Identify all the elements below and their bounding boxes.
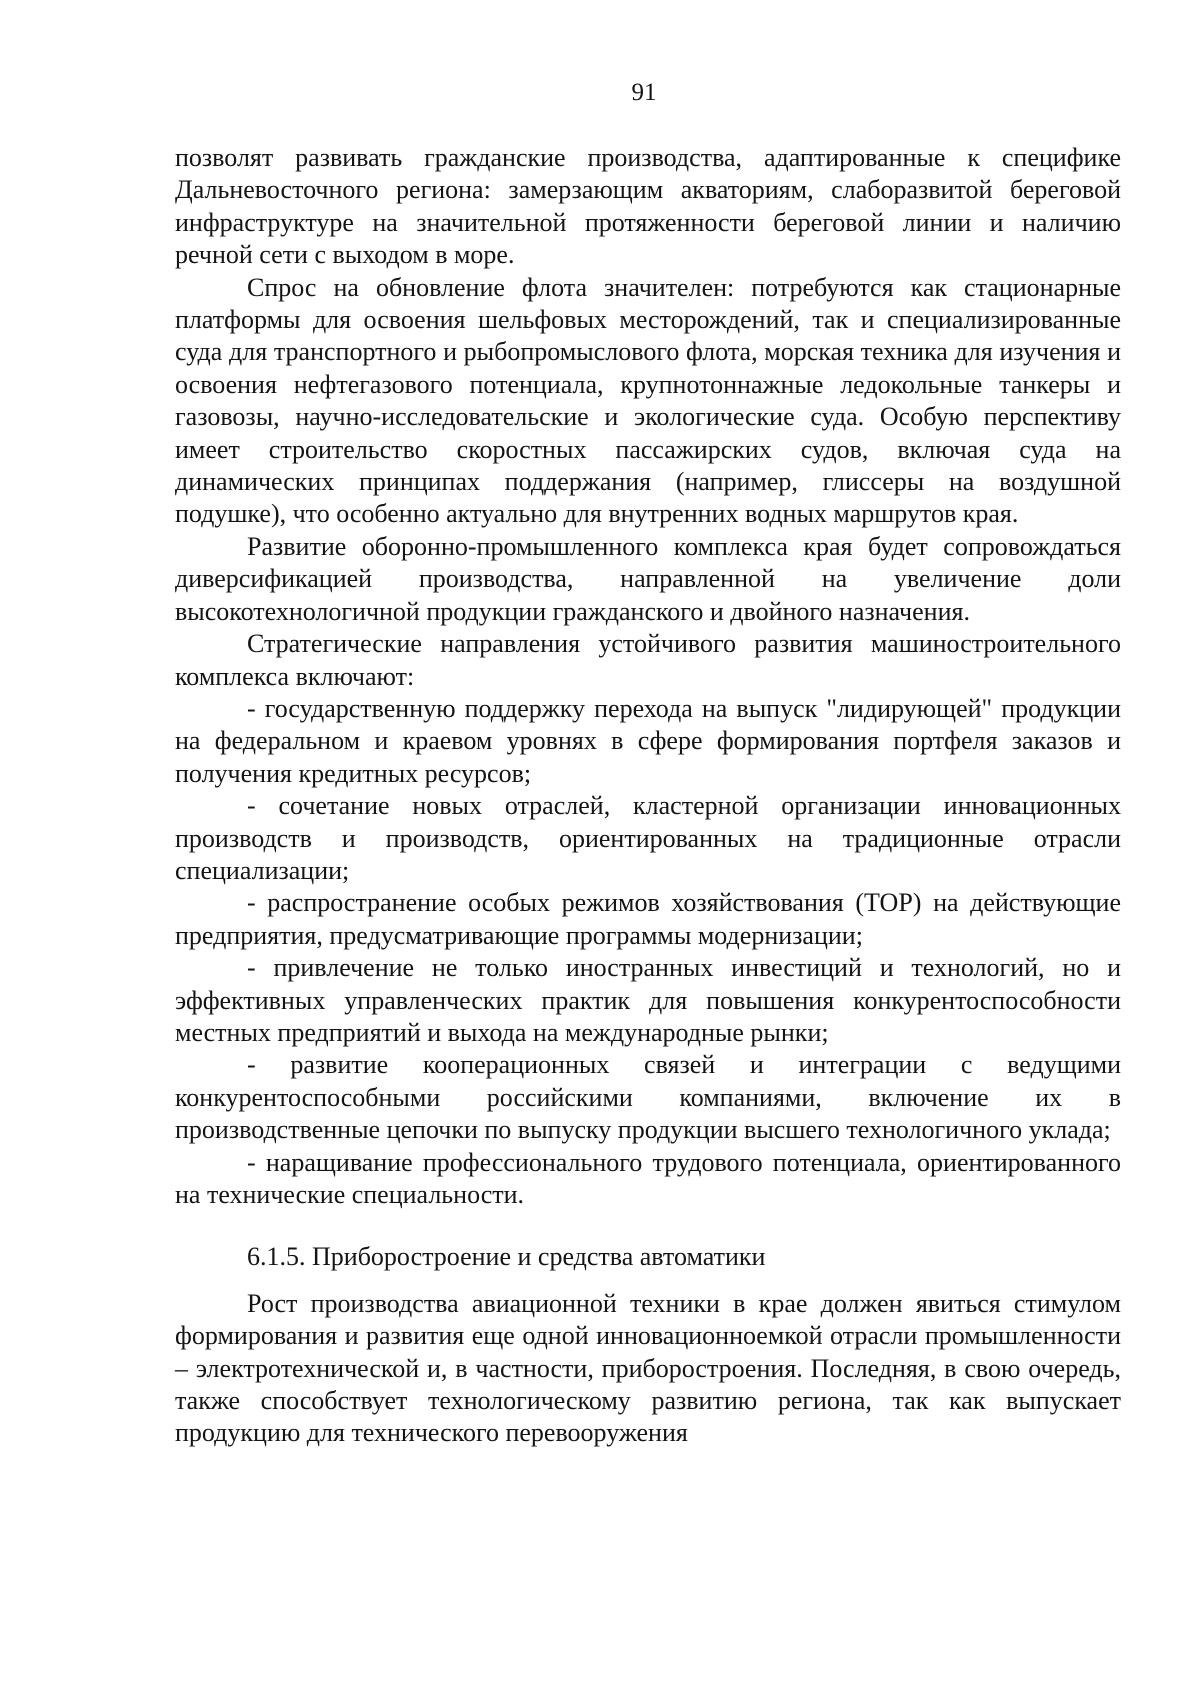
list-item-investments: - привлечение не только иностранных инвестиций и технологий, но и эффективных управленческих практик для повышения конкурентоспособности местных предприятий и выхода на международные рынки;: [175, 953, 1121, 1047]
paragraph-defense-industry: Развитие оборонно-промышленного комплекса края будет сопровождаться диверсификацией производства, направленной на увеличение доли высокотехнологичной продукции гражданского и двойного назначения.: [175, 531, 1121, 626]
list-item-state-support: - государственную поддержку перехода на выпуск "лидирующей" продукции на федеральном и краевом уровнях в сфере формирования портфеля заказов и получения кредитных ресурсов;: [175, 693, 1121, 788]
list-item-labor-potential: - наращивание профессионального трудового потенциала, ориентированного на технические специальности.: [175, 1147, 1121, 1209]
list-item-new-industries: - сочетание новых отраслей, кластерной организации инновационных производств и производств, ориентированных на традиционные отрасли специализации;: [175, 791, 1121, 885]
section-heading: 6.1.5. Приборостроение и средства автоматики: [247, 1242, 766, 1272]
paragraph-fleet-demand: Спрос на обновление флота значителен: потребуются как стационарные платформы для освоения шельфовых месторождений, так и специализированные суда для транспортного и рыбопромыслового флота, морская техника для изучения и освоения нефтегазового потенциала, крупнотоннажные ледокольные танкеры и газовозы, научно-исследовательские и экологические суда. Особую перспективу имеет строительство скоростных пассажирских судов, включая суда на динамических принципах поддержания (например, глиссеры на воздушной подушке), что особенно актуально для внутренних водных маршрутов края.: [175, 272, 1121, 529]
paragraph-continuation: позволят развивать гражданские производства, адаптированные к специфике Дальневосточного региона: замерзающим акваториям, слаборазвитой береговой инфраструктуре на значительной протяженности береговой линии и наличию речной сети с выходом в море.: [175, 143, 1121, 270]
list-item-cooperation: - развитие кооперационных связей и интеграции с ведущими конкурентоспособными российскими компаниями, включение их в производственные цепочки по выпуску продукции высшего технологичного уклада;: [175, 1050, 1121, 1145]
page-number: 91: [631, 79, 657, 106]
paragraph-strategic-directions: Стратегические направления устойчивого развития машиностроительного комплекса включают:: [175, 629, 1121, 691]
document-body: [175, 142, 1121, 1450]
list-item-special-regimes: - распространение особых режимов хозяйствования (ТОР) на действующие предприятия, предусматривающие программы модернизации;: [175, 888, 1121, 950]
paragraph-instrument-making: Рост производства авиационной техники в крае должен явиться стимулом формирования и развития еще одной инновационноемкой отрасли промышленности – электротехнической и, в частности, приборостроения. Последняя, в свою очередь, также способствует технологическому развитию региона, так как выпускает продукцию для технического перевооружения: [175, 1288, 1121, 1448]
